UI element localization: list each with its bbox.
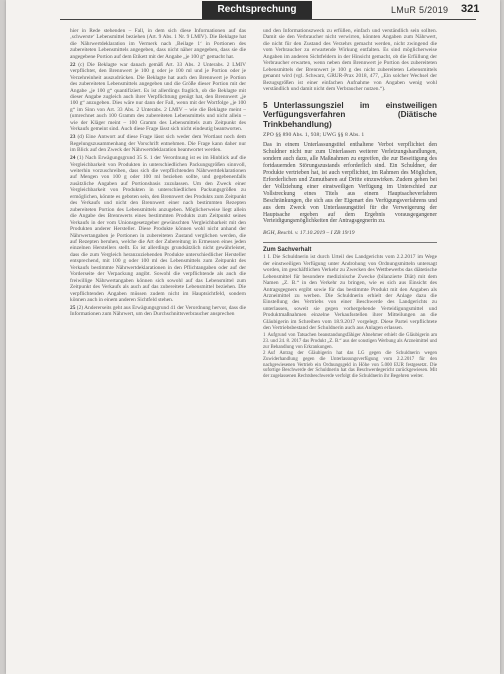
paragraph-text: (d) Eine Antwort auf diese Frage lässt sich weder dem Wortlaut noch dem Regelungszusammenhang der Vorschrift entnehmen. Die Frage kann daher nur im Blick auf den Zweck der Nährwertdeklaration beantwortet werden. (70, 134, 247, 154)
section-heading (263, 101, 437, 130)
footnote-number: 2 (263, 351, 266, 357)
header-rule (60, 19, 476, 20)
page-number: 321 (461, 3, 480, 15)
paragraph (70, 28, 246, 60)
running-head: Rechtsprechung (202, 1, 312, 19)
section-title: Unterlassungsziel im einstweiligen Verfügungsverfahren (Diätische Trinkbehandlung) (263, 100, 437, 129)
section-divider (263, 242, 437, 243)
paragraph-number: 24 (70, 155, 76, 162)
footnote (263, 333, 437, 350)
journal-issue: LMuR 5/2019 (391, 5, 449, 15)
paragraph-number: 25 (70, 305, 76, 312)
footnote-text: Auf Antrag der Gläubigerin hat das LG gegen die Schuldnerin wegen Zuwiderhandlung gegen die Unterlassungsverfügung vom 2.2.2017 für den nachgewiesenen Vertrieb ein Ordnungsgeld in Höhe von 5.000 EUR festgesetzt. Die sofortige Beschwerde der Schuldnerin hat das Beschwerdegericht zurückgewiesen. Mit der zugelassenen Rechtsbeschwerde verfolgt die Schuldnerin ihr Begehren weiter. (263, 351, 437, 380)
paragraph (70, 155, 246, 303)
facts-paragraph: 1 I. Die Schuldnerin ist durch Urteil des Landgerichts vom 2.2.2017 im Wege der einstweiligen Verfügung unter Androhung von Ordnungsmitteln untersagt worden, im geschäftlichen Verkehr zu Zwecken des Wettbewerbs das diätetische Lebensmittel für besondere medizinische Zwecke (bilanzierte Diät) mit dem Namen „Z. B.“ in den Verkehr zu bringen, wie es sich aus Einsicht des Antragsgegners ergibt sowie für das bestimmte Produkt mit den Angaben als Arzneimittel zu werben. Die Schuldnerin erhielt der Anlage dazu die Einstellung des Vertriebs von einer Beschwerde des Landgerichts zu unterlassen, soweit sie gegen vorhergehende Verteidigungsmittel und Produktmaßnahmen einzelne Verkaufsstellen ihrer Mitteilungen an die Gläubigerin im Schreiben vom 18.9.2017 vorgelegt. Diese Partei verpflichtete den Vertriebsbestand der Schuldnerin auch aus Anlagen erlassen. (263, 254, 437, 332)
document-page (6, 0, 500, 674)
headnote: Das in einem Unterlassungstitel enthaltene Verbot verpflichtet den Schuldner nicht nur zum Unterlassen weiterer Verletzungshandlungen, sondern auch dazu, alle Maßnahmen zu ergreifen, die zur Beseitigung des fortdauernden Störungszustands erforderlich sind. Ein Schuldner, der Produkte vertrieben hat, ist auch verpflichtet, im Rahmen des Möglichen, Erforderlichen und Zumutbaren auf Dritte einzuwirken. Zudem gehen bei der Vollziehung einer einstweiligen Verfügung im Unterschied zur Vollstreckung eines Titels aus einem Hauptsacheverfahren Beschränkungen, die sich aus der Eigenart des Verfügungsverfahrens und aus dem Zweck von Unterlassungstitel für die Verweigerung der Hauptsache ergeben auf dem Ergebnis vorausgegangener Verteidigungsmöglichkeiten der Antragsgegnerin zu. (263, 142, 437, 225)
paragraph-number: 22 (70, 61, 76, 68)
left-column (70, 28, 246, 319)
footnote-text: Aufgrund von Tatsachen beanstandungsfähiger Abnehmer erhielt die Gläubigerin am 23. und 24. 8. 2017 das Produkt „Z. B.“ aus der sonstigen Werbung als Arzneimittel und zur Behandlung von Erkrankungen. (263, 333, 437, 350)
section-number: 5 (263, 100, 268, 110)
facts-heading: Zum Sachverhalt (263, 246, 312, 253)
paragraph-text: (1) Nach Erwägungsgrund 35 S. 1 der Verordnung ist es im Hinblick auf die Vergleichbarkeit von Produkten in unterschiedlichen Packungsgrößen sinnvoll, weiterhin vorzuschreiben, dass sich die verpflichtenden Nährwertdeklarationen auf Mengen von 100 g oder 100 ml beziehen sollte, und gegebenenfalls zusätzliche Angaben auf Portionsbasis zuzulassen. Um den Zweck einer Vergleichbarkeit von Produkten in unterschiedlichen Packungsgrößen zu ermöglichen, könnte es geboten sein, den Brennwert des Produkts zum Zeitpunkt des Verkaufs und nicht den Brennwert einer nach bestimmten Rezepten zubereiteten Portion des Lebensmittels anzugeben. Möglicherweise liegt allein die Angabe des Brennwerts eines bestimmten Produkts zum Zeitpunkt seines Verkaufs in der vom Unionsgesetzgeber gewünschten Vergleichbarkeit mit den Produkten anderer Hersteller. Diese Produkte können wohl nicht anhand der Nährwertangaben je Portionen in zubereiteten Zustand verglichen werden, die auf Rezepten beruhen, welche die Art der Zubereitung in Ermessen eines jeden einzelnen Herstellers stellt. Es ist allerdings grundsätzlich nicht gewährleistet, dass die zum Vergleich heranzuziehenden Produkte unterschiedlicher Hersteller entsprechend, mit 100 g oder 100 ml des Lebensmittels zum Zeitpunkt des Verkaufs bestimmte Nährwertdeklarationen in den Pflichtangaben oder auf der Vorderseite der Verpackung angibt. Sowohl die verpflichtende als auch die freiwillige Nährwertangaben können sich sowohl auf das Lebensmittel zum Zeitpunkt des Verkaufs als auch auf das zubereitete Lebensmittel beziehen. Die verpflichtenden Angaben müssen zudem nicht im Hauptsichtfeld, sondern können auch in einem anderen Sichtfeld stehen. (70, 155, 246, 304)
paragraph-text: (c) Die Beklagte war danach gemäß Art. 33 Abs. 2 Unterabs. 2 LMIV verpflichtet, den Brennwert je 100 g oder je 100 ml und je Portion oder je Verzehreinheit auszudrücken. Die Beklagte hat auch den Brennwert je Portion des zubereiteten Lebensmittels angegeben und die Größe dieser Portion mit der Angabe „je 100 g“ quantifiziert. Es ist allerdings fraglich, ob die Beklagte mit dieser Angabe zugleich auch ihrer Verpflichtung genügt hat, den Brennwert „je 100 g“ anzugeben. Dies wäre nur dann der Fall, wenn mit der Wortfolge „je 100 g“ im Sinn von Art. 33 Abs. 2 Unterabs. 2 LMIV – wie die Beklagte meint – (umrechnet auch 100 Gramm des zubereiteten Lebensmittels und nicht allein – wie der Kläger meint – 100 Gramm des Lebensmittels zum Zeitpunkt des Verkaufs gemeint sind. Auch diese Frage lässt sich nicht eindeutig beantworten. (70, 61, 246, 133)
footnote (263, 351, 437, 380)
paragraph-text: hier in Rede stehenden – Fall, in dem sich diese Informationen auf das ‚schwerste‘ Lebensmittel beziehen (Art. 9 Abs. 1 Nr. 9 LMIV). Die Beklagte hat die Nährwertdeklaration im Vermerk nach ‚Beilage 1‘ in Portionen des zubereiteten Lebensmittels angegeben, dass nicht näher angegeben, dass sie die angegebene Portion auf dem Etikett mit der Angabe „je 100 g“ gemacht hat. (70, 28, 246, 60)
paragraph (70, 62, 246, 133)
paragraph-text: (2) Andererseits geht aus Erwägungsgrund 41 der Verordnung hervor, dass die Informationen zum Nährwert, um den Durchschnittsverbraucher ansprechen (70, 305, 246, 318)
right-column (263, 28, 437, 381)
paragraph (70, 134, 246, 153)
statute-references: ZPO §§ 890 Abs. 1, 938; UWG §§ 8 Abs. 1 (263, 132, 365, 139)
footnote-number: 1 (263, 333, 266, 339)
paragraph: und den Informationszweck zu erfüllen, einfach und verständlich sein sollten. Damit sie den Verbraucher nicht verwirren, könnten Angaben zum Nährwert, die nicht für den Zustand des Verzehrs gemacht werden, nicht zwingend die vom Verbraucher zu erwartende Wirkung entfalten. Es sind möglicherweise Angaben im anderen Sichtfeldern in der Hinsicht gemacht, ob die Erfüllung der Verbraucher erwarten, wenn neben dem Brennwert je Portion des zubereiteten Lebensmittels der Brennwert je 100 g des nicht zubereiteten Lebensmittels genannt wird (vgl. Schwarz, GRUR-Prax 2018, 477, „Ein solcher Wechsel der Bezugsgrößen ist einer einfachen Aufnahme von Angaben wenig wohl verständlich und damit nicht dem Verbraucher nutzen.“). (263, 28, 437, 93)
paragraph-number: 23 (70, 134, 76, 141)
paragraph (70, 305, 246, 318)
court-citation: BGH, Beschl. v. 17.10.2019 – I ZB 19/19 (263, 230, 355, 237)
